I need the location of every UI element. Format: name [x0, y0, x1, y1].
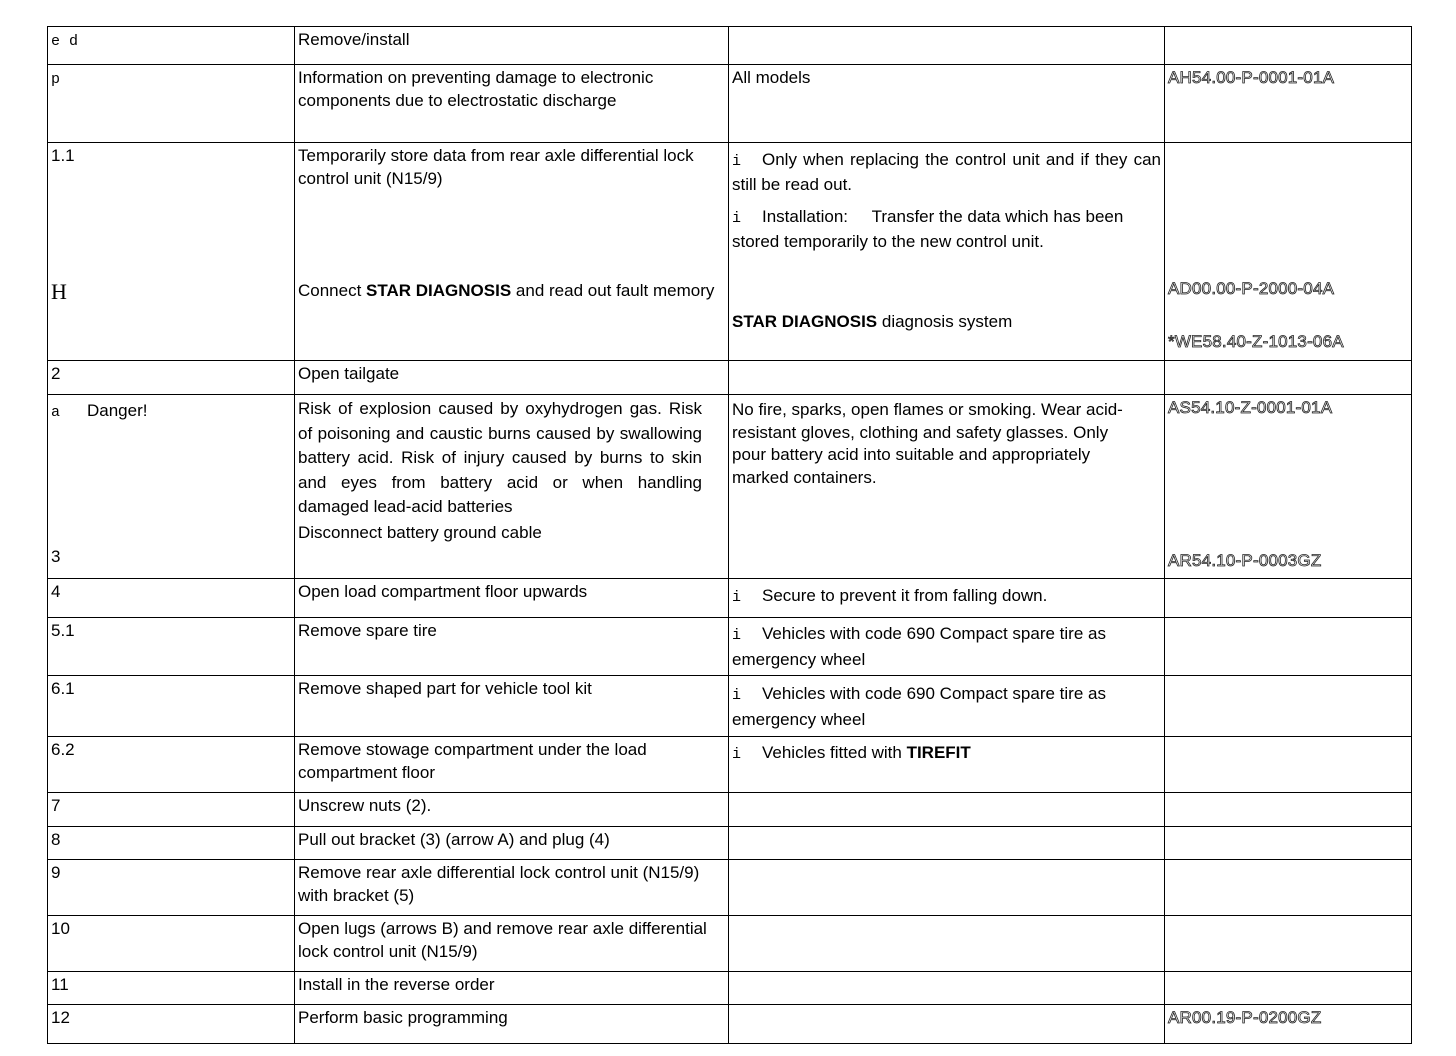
info-icon: i — [732, 589, 742, 606]
action-cell: Unscrew nuts (2). — [295, 793, 729, 827]
table-row — [48, 579, 1412, 618]
danger-text: Danger! — [87, 401, 148, 420]
step-cell: 5.1 — [48, 618, 295, 676]
table-row — [48, 793, 1412, 827]
step-cell — [48, 65, 295, 143]
ref-cell — [1165, 676, 1412, 737]
note-c — [732, 311, 1161, 334]
info-icon: i — [732, 153, 742, 170]
note-bold: TIREFIT — [906, 743, 971, 762]
action-cell — [295, 143, 729, 361]
table-row — [48, 361, 1412, 395]
action-text-b — [298, 280, 725, 303]
ref-cell — [1165, 737, 1412, 793]
note-cell — [729, 361, 1165, 395]
step-symbol: e d — [51, 33, 79, 50]
action-cell: Open lugs (arrows B) and remove rear axle differential lock control unit (N15/9) — [295, 916, 729, 972]
action-cell: Information on preventing damage to electronic components due to electrostatic discharge — [295, 65, 729, 143]
step-cell: 2 — [48, 361, 295, 395]
ref-cell — [1165, 860, 1412, 916]
table-row — [48, 972, 1412, 1005]
doc-reference-link[interactable]: AR00.19-P-0200GZ — [1168, 1008, 1322, 1027]
action-cell: Pull out bracket (3) (arrow A) and plug (4) — [295, 827, 729, 860]
note-cell — [729, 827, 1165, 860]
danger-label — [51, 397, 291, 425]
table-row — [48, 395, 1412, 579]
ref-cell[interactable] — [1165, 65, 1412, 143]
step-symbol: p — [51, 71, 61, 88]
table-row — [48, 676, 1412, 737]
table-row — [48, 737, 1412, 793]
procedure-table — [47, 26, 1412, 1044]
action-cell — [295, 395, 729, 579]
info-icon: i — [732, 210, 742, 227]
note-cell — [729, 972, 1165, 1005]
step-number: 3 — [51, 546, 61, 566]
step-cell: 6.2 — [48, 737, 295, 793]
note-2-label: Installation: — [762, 207, 848, 226]
step-cell: 8 — [48, 827, 295, 860]
hint-h-icon: H — [51, 278, 67, 304]
table-row — [48, 143, 1412, 361]
note-2-text: Transfer the data which has been stored temporarily to the new control unit. — [732, 207, 1124, 251]
step-cell — [48, 27, 295, 65]
action-text-b: Disconnect battery ground cable — [298, 522, 542, 542]
action-cell: Open tailgate — [295, 361, 729, 395]
action-cell: Install in the reverse order — [295, 972, 729, 1005]
action-cell: Perform basic programming — [295, 1005, 729, 1044]
note-cell — [729, 395, 1165, 579]
action-cell: Remove rear axle differential lock control unit (N15/9) with bracket (5) — [295, 860, 729, 916]
ref-cell — [1165, 143, 1412, 361]
action-b-pre: Connect — [298, 281, 367, 300]
note-cell — [729, 579, 1165, 618]
action-cell: Open load compartment floor upwards — [295, 579, 729, 618]
note-1 — [732, 145, 1161, 196]
action-cell: Remove shaped part for vehicle tool kit — [295, 676, 729, 737]
table-row — [48, 1005, 1412, 1044]
action-b-post: and read out fault memory — [511, 281, 715, 300]
ref-cell — [1165, 793, 1412, 827]
doc-reference-link[interactable]: *WE58.40-Z-1013-06A — [1168, 331, 1344, 351]
step-cell: 11 — [48, 972, 295, 1005]
safety-note: No fire, sparks, open flames or smoking. Wear acid-resistant gloves, clothing and safety glasses. Only pour battery acid into suitable and appropriately marked containers. — [732, 400, 1123, 487]
note-cell — [729, 860, 1165, 916]
note-c-bold: STAR DIAGNOSIS — [732, 312, 878, 331]
ref-cell — [1165, 618, 1412, 676]
table-row — [48, 827, 1412, 860]
doc-reference-link[interactable]: AR54.10-P-0003GZ — [1168, 550, 1322, 570]
info-icon: i — [732, 746, 742, 763]
doc-reference-link[interactable]: AD00.00-P-2000-04A — [1168, 279, 1335, 298]
action-cell: Remove stowage compartment under the load compartment floor — [295, 737, 729, 793]
note-cell — [729, 737, 1165, 793]
step-number: 1.1 — [51, 146, 75, 165]
danger-description: Risk of explosion caused by oxyhydrogen gas. Risk of poisoning and caustic burns caused by swallowing battery acid. Risk of injury caused by burns to skin and eyes from battery acid or when handling damaged lead-acid batteries — [298, 399, 702, 516]
action-b-bold: STAR DIAGNOSIS — [366, 281, 512, 300]
table-row — [48, 65, 1412, 143]
note-2 — [732, 206, 1152, 253]
ref-cell — [1165, 916, 1412, 972]
table-row — [48, 27, 1412, 65]
note-1-text: Only when replacing the control unit and if they can still be read out. — [732, 150, 1161, 194]
note-text: Vehicles with code 690 Compact spare tire as emergency wheel — [732, 684, 1106, 729]
ref-cell — [1165, 395, 1412, 579]
table-row — [48, 916, 1412, 972]
warning-icon: a — [51, 404, 61, 421]
note-cell: All models — [729, 65, 1165, 143]
action-cell: Remove/install — [295, 27, 729, 65]
note-cell — [729, 143, 1165, 361]
note-text: Vehicles fitted with — [762, 743, 907, 762]
ref-cell[interactable] — [1165, 1005, 1412, 1044]
info-icon: i — [732, 687, 742, 704]
step-cell — [48, 143, 295, 361]
note-text: Vehicles with code 690 Compact spare tire as emergency wheel — [732, 624, 1106, 669]
table-row — [48, 618, 1412, 676]
action-cell: Remove spare tire — [295, 618, 729, 676]
ref-cell — [1165, 361, 1412, 395]
ref-cell — [1165, 827, 1412, 860]
note-text: Secure to prevent it from falling down. — [762, 586, 1048, 605]
step-cell: 12 — [48, 1005, 295, 1044]
note-cell — [729, 916, 1165, 972]
note-cell — [729, 676, 1165, 737]
step-cell: 10 — [48, 916, 295, 972]
step-cell: 9 — [48, 860, 295, 916]
step-cell — [48, 395, 295, 579]
step-cell: 7 — [48, 793, 295, 827]
note-cell — [729, 618, 1165, 676]
ref-cell — [1165, 972, 1412, 1005]
note-cell — [729, 27, 1165, 65]
ref-cell — [1165, 579, 1412, 618]
note-cell — [729, 1005, 1165, 1044]
info-icon: i — [732, 627, 742, 644]
ref-cell — [1165, 27, 1412, 65]
step-cell: 6.1 — [48, 676, 295, 737]
action-text: Temporarily store data from rear axle differential lock control unit (N15/9) — [298, 146, 694, 188]
doc-reference-link[interactable]: AS54.10-Z-0001-01A — [1168, 398, 1333, 417]
note-cell — [729, 793, 1165, 827]
step-cell: 4 — [48, 579, 295, 618]
table-row — [48, 860, 1412, 916]
note-c-post: diagnosis system — [877, 312, 1013, 331]
doc-reference-link[interactable]: AH54.00-P-0001-01A — [1168, 68, 1335, 87]
